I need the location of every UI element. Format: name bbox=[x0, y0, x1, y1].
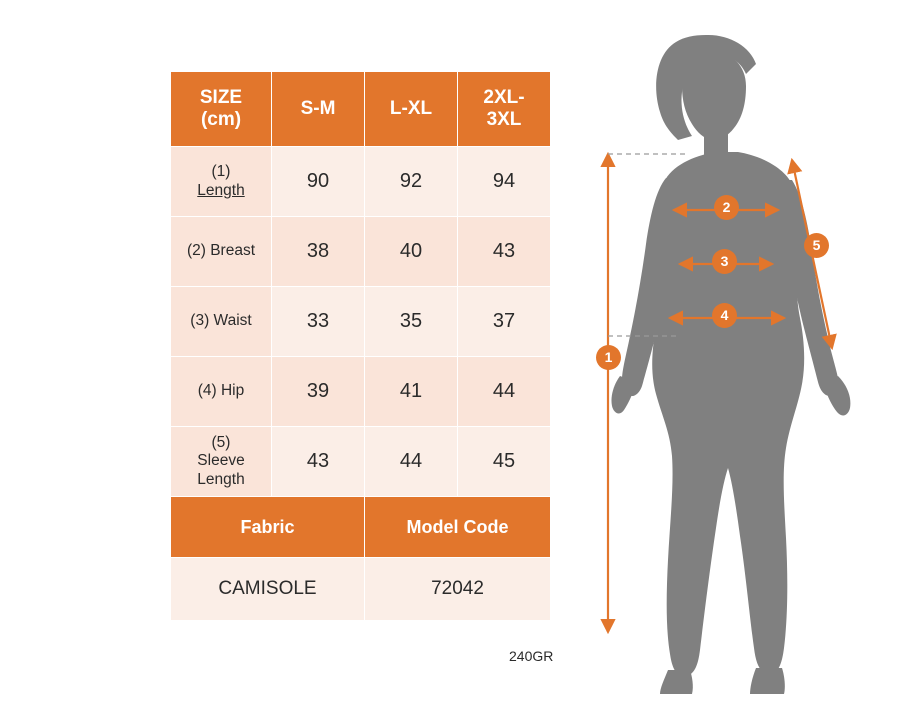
cell-breast-s-m: 38 bbox=[272, 217, 365, 287]
table-row bbox=[171, 427, 551, 497]
row-label-sleeve-line1: (5) bbox=[211, 433, 231, 451]
header-col4-line2: 3XL bbox=[486, 109, 522, 130]
cell-sleeve-s-m: 43 bbox=[272, 427, 365, 497]
row-label-sleeve-line3: Length bbox=[197, 470, 245, 488]
cell-hip-2xl-3xl: 44 bbox=[458, 357, 551, 427]
cell-sleeve-2xl-3xl: 45 bbox=[458, 427, 551, 497]
footer-value-model-code: 72042 bbox=[365, 558, 551, 621]
row-label-sleeve-line2: Sleeve bbox=[197, 452, 245, 470]
row-label-length-line1: (1) bbox=[211, 162, 231, 180]
header-size-line1: SIZE bbox=[199, 87, 243, 109]
table-footer-header-row bbox=[171, 497, 551, 558]
row-label-length-line2: Length bbox=[197, 181, 245, 199]
cell-length-l-xl: 92 bbox=[365, 147, 458, 217]
header-col-l-xl: L-XL bbox=[365, 72, 458, 147]
row-label-sleeve-length bbox=[171, 427, 272, 497]
badge-2-breast: 2 bbox=[714, 195, 739, 220]
cell-waist-2xl-3xl: 37 bbox=[458, 287, 551, 357]
badge-3-waist: 3 bbox=[712, 249, 737, 274]
row-label-hip: (4) Hip bbox=[171, 357, 272, 427]
table-row bbox=[171, 357, 551, 427]
cell-length-2xl-3xl: 94 bbox=[458, 147, 551, 217]
row-label-length bbox=[171, 147, 272, 217]
badge-4-hip: 4 bbox=[712, 303, 737, 328]
weight-code-label: 240GR bbox=[509, 648, 554, 664]
measurement-figure bbox=[560, 20, 920, 700]
cell-sleeve-l-xl: 44 bbox=[365, 427, 458, 497]
table-footer-value-row bbox=[171, 558, 551, 621]
cell-waist-s-m: 33 bbox=[272, 287, 365, 357]
table-row bbox=[171, 147, 551, 217]
badge-1-length: 1 bbox=[596, 345, 621, 370]
table-row bbox=[171, 217, 551, 287]
table-row bbox=[171, 287, 551, 357]
header-size-line2: (cm) bbox=[200, 109, 242, 130]
badge-5-sleeve-length: 5 bbox=[804, 233, 829, 258]
female-silhouette-icon bbox=[611, 35, 850, 694]
footer-value-fabric: CAMISOLE bbox=[171, 558, 365, 621]
size-chart-table bbox=[170, 71, 551, 621]
table-header-row bbox=[171, 72, 551, 147]
footer-header-fabric: Fabric bbox=[171, 497, 365, 558]
cell-length-s-m: 90 bbox=[272, 147, 365, 217]
cell-breast-l-xl: 40 bbox=[365, 217, 458, 287]
cell-breast-2xl-3xl: 43 bbox=[458, 217, 551, 287]
header-col-s-m: S-M bbox=[272, 72, 365, 147]
header-col4-line1: 2XL- bbox=[483, 87, 525, 109]
header-size bbox=[171, 72, 272, 147]
header-col-2xl-3xl bbox=[458, 72, 551, 147]
cell-hip-s-m: 39 bbox=[272, 357, 365, 427]
row-label-waist: (3) Waist bbox=[171, 287, 272, 357]
cell-hip-l-xl: 41 bbox=[365, 357, 458, 427]
row-label-breast: (2) Breast bbox=[171, 217, 272, 287]
cell-waist-l-xl: 35 bbox=[365, 287, 458, 357]
footer-header-model-code: Model Code bbox=[365, 497, 551, 558]
